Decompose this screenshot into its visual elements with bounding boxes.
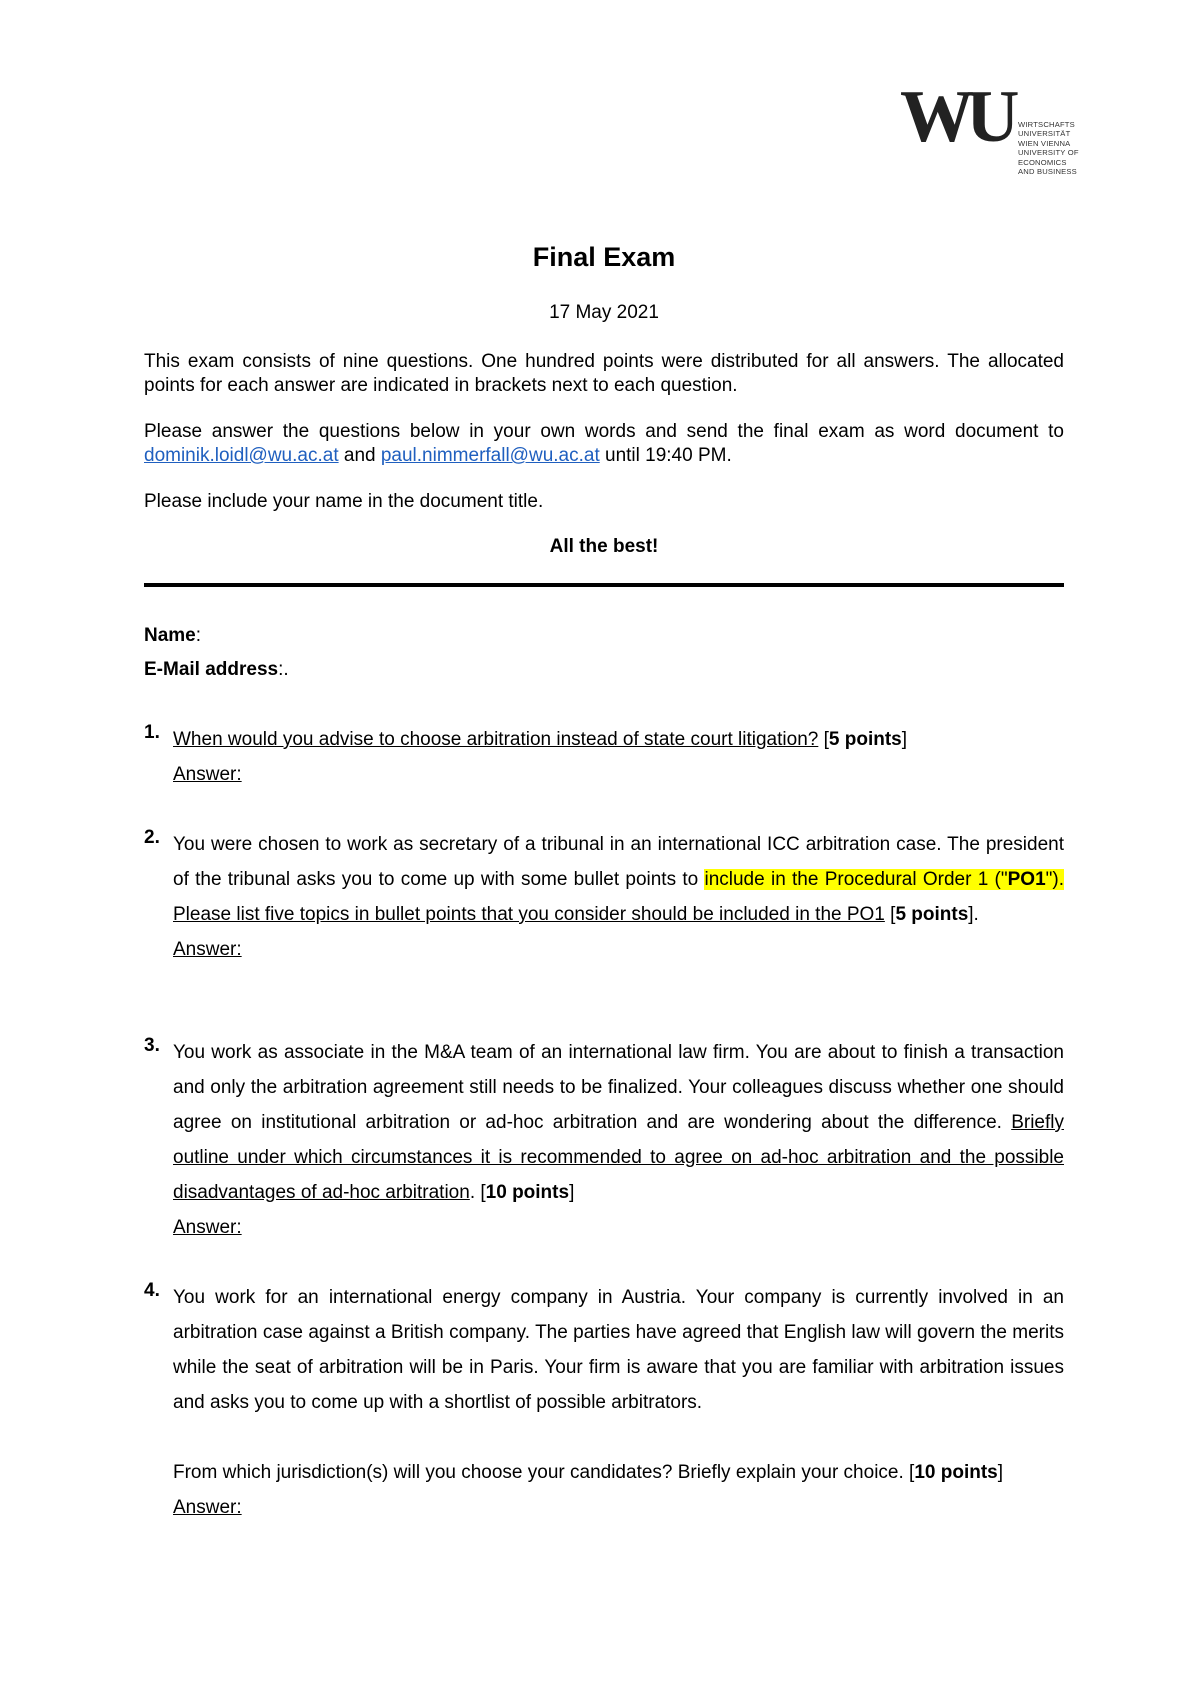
divider <box>144 583 1064 587</box>
closing-line: All the best! <box>549 536 659 557</box>
points-value: 10 points <box>485 1182 570 1203</box>
points-close: ] <box>569 1182 575 1203</box>
email-link-paul[interactable]: paul.nimmerfall@wu.ac.at <box>380 445 600 466</box>
question-instruction: Briefly outline under which circumstances it is recommended to agree on ad-hoc arbitration and the possible disadvantages of ad-hoc arbitration <box>173 1112 1064 1203</box>
points-value: 10 points <box>914 1462 998 1483</box>
highlight-part-1: include in the Procedural Order 1 (" <box>704 869 1008 890</box>
question-3 <box>144 1035 1064 1245</box>
answer-field[interactable]: Answer: <box>173 939 242 960</box>
intro-paragraph: This exam consists of nine questions. One hundred points were distributed for all answers. The allocated points for each answer are indicated in brackets next to each question. <box>144 351 1064 396</box>
question-1 <box>144 722 1064 792</box>
question-4 <box>144 1280 1064 1525</box>
points-close: ] <box>997 1462 1004 1483</box>
name-suffix: : <box>195 625 202 646</box>
email-suffix: :. <box>278 659 289 680</box>
name-instruction: Please include your name in the document title. <box>144 491 544 512</box>
points-open: [ <box>818 729 829 750</box>
name-label: Name <box>144 625 196 646</box>
question-text: You were chosen to work as secretary of a tribunal in an international ICC arbitration case. The president of the tribunal asks you to come up with some bullet points to <box>173 834 1064 890</box>
question-number: 3. <box>144 1035 160 1056</box>
logo-caption <box>1018 120 1079 176</box>
question-number: 4. <box>144 1280 160 1301</box>
deadline-text: until 19:40 PM. <box>599 445 732 466</box>
points-open: . [ <box>469 1182 486 1203</box>
question-text: When would you advise to choose arbitration instead of state court litigation? <box>173 729 819 750</box>
logo-line: UNIVERSITÄT <box>1018 129 1071 139</box>
logo-line: UNIVERSITY OF <box>1018 148 1079 158</box>
submission-paragraph <box>144 420 1064 468</box>
question-number: 2. <box>144 827 160 848</box>
and-text: and <box>338 445 381 466</box>
logo-line: WIEN VIENNA <box>1018 138 1071 148</box>
question-body <box>173 1035 1064 1245</box>
wu-logo <box>900 76 1080 177</box>
points-value: 5 points <box>895 904 969 925</box>
paragraph-gap <box>173 1420 1064 1455</box>
page-title: Final Exam <box>532 242 676 272</box>
question-text: You work as associate in the M&A team of an international law firm. You are about to finish a transaction and only the arbitration agreement still needs to be finalized. Your colleagues discuss whether one should agree on institutional arbitration or ad-hoc arbitration and are wondering about the difference. <box>173 1042 1064 1133</box>
question-2 <box>144 827 1064 967</box>
question-number: 1. <box>144 722 160 743</box>
answer-field[interactable]: Answer: <box>173 764 242 785</box>
question-body <box>173 827 1064 967</box>
logo-line: ECONOMICS <box>1018 157 1067 167</box>
question-body <box>173 1280 1064 1525</box>
question-body <box>173 722 1064 792</box>
email-field[interactable] <box>144 659 289 681</box>
question-instruction: Please list five topics in bullet points that you consider should be included in the PO1 <box>173 904 885 925</box>
points-close: ]. <box>968 904 979 925</box>
logo-line: WIRTSCHAFTS <box>1018 120 1075 129</box>
question-text: You work for an international energy company in Austria. Your company is currently involved in an arbitration case against a British company. The parties have agreed that English law will govern the merits while the seat of arbitration will be in Paris. Your firm is aware that you are familiar with arbitration issues and asks you to come up with a shortlist of possible arbitrators. <box>173 1287 1064 1413</box>
highlight-part-2: "). <box>1045 869 1065 890</box>
answer-field[interactable]: Answer: <box>173 1497 242 1518</box>
submission-text: Please answer the questions below in your own words and send the final exam as word document to <box>144 421 1064 442</box>
logo-line: AND BUSINESS <box>1018 167 1077 177</box>
logo-mark: WU <box>900 76 1012 158</box>
points-close: ] <box>901 729 908 750</box>
points-open: [ <box>884 904 896 925</box>
points-value: 5 points <box>828 729 902 750</box>
highlighted-text <box>704 869 1064 890</box>
question-prompt: From which jurisdiction(s) will you choose your candidates? Briefly explain your choice. <box>173 1462 904 1483</box>
points-open: [ <box>903 1462 915 1483</box>
answer-field[interactable]: Answer: <box>173 1217 242 1238</box>
highlight-bold: PO1 <box>1007 869 1046 890</box>
email-link-dominik[interactable]: dominik.loidl@wu.ac.at <box>144 445 339 466</box>
exam-date: 17 May 2021 <box>549 302 659 323</box>
email-label: E-Mail address <box>144 659 279 680</box>
name-field[interactable] <box>144 625 201 647</box>
